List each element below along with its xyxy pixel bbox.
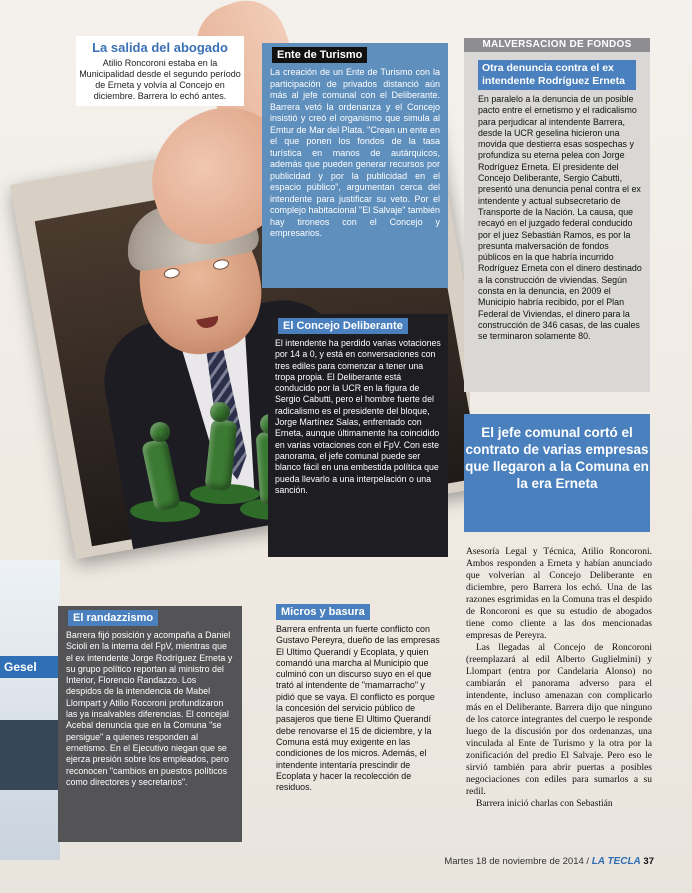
body-paragraph: Barrera inició charlas con Sebastián	[476, 799, 613, 809]
crowd	[0, 720, 60, 790]
toy-soldier	[204, 419, 237, 491]
randazzismo-text: Barrera fijó posición y acompaña a Daniel Scioli en la interna del FpV, mientras que el ex intendente Jorge Rodríguez Erneta y su grupo político reportan al ministro del Interior, Florencio Randazzo. Los despidos de la intendencia de Mabel Llompart y Atilio Rocoroni profundizaron las ya insalvables diferencias. El concejal Acebal denuncia que en la Comuna "se persigue" a quienes responden al ernetismo. En el Ejecutivo niegan que se ejerza presión sobre los empleados, pero reconocen "cambios en puestos políticos como directores y secretarios".	[66, 630, 233, 787]
sidebar-malversacion	[464, 52, 650, 392]
micros-title: Micros y basura	[276, 604, 370, 620]
salida-title: La salida del abogado	[92, 40, 228, 55]
sidebar-randazzismo	[58, 606, 242, 842]
soldier-head	[150, 422, 170, 442]
micros-text: Barrera enfrenta un fuerte conflicto con Gustavo Pereyra, dueño de las empresas El Ultimo Querandí y Ecoplata, y quien comandó una marcha al Municipio que culminó con un discurso suyo en el que trató al intendente de "mamarracho" y pidió que se vaya. El conflicto es porque la concesión del servicio público de pasajeros que tiene El Ultimo Querandí debe renovarse el 15 de diciembre, y la Comuna está muy exigente en las condiciones de los micros. Además, el intendente intentaría prescindir de Ecoplata y hacer la recolección de residuos.	[276, 624, 440, 793]
page-footer	[396, 856, 654, 872]
sidebar-concejo-deliberante	[268, 314, 448, 557]
footer-date: Martes 18 de noviembre de 2014 /	[444, 856, 590, 867]
page-number: 37	[643, 856, 654, 867]
street-sign: Gesel	[0, 656, 60, 678]
concejo-text: El intendente ha perdido varias votaciones por 14 a 0, y está en conversaciones con tres ediles para comenzar a tener una tropa propia. El Deliberante está conducido por la UCR en la figura de Sergio Cabutti, pero el hombre fuerte del radicalismo es el presidente del bloque, Jorge Martínez Salas, enfrentado con Erneta, aunque últimamente ha coincidido en varias votaciones con el FpV. Con este panorama, el jefe comunal puede ser blanco fácil en una embestida política que pueda llevarlo a una interpelación o una sanción.	[275, 338, 441, 495]
concejo-title: El Concejo Deliberante	[278, 318, 408, 334]
pull-headline: El jefe comunal cortó el contrato de varias empresas que llegaron a la Comuna en la era Erneta	[464, 414, 650, 532]
article-body	[466, 546, 652, 810]
randazzismo-title: El randazzismo	[68, 610, 158, 626]
malversacion-title: Otra denuncia contra el ex intendente Rodríguez Erneta	[478, 60, 636, 90]
sidebar-ente-turismo	[262, 43, 448, 288]
turismo-text: La creación de un Ente de Turismo con la participación de privados distanció aún más al jefe comunal con el Deliberante. Barrera vetó la ordenanza y el Concejo insistió y creó el organismo que simula al Emtur de Mar del Plata. "Crean un ente en el que ponen los fondos de la tasa turística en manos de autárquicos, además que pueden generar recursos por publicidad y por la publicidad en el espacio público", argumentan cerca del intendente para justificar su veto. Por el complejo habitacional "El Salvaje" también hay tironeos con el Concejo y empresarios.	[270, 67, 440, 238]
street-photo	[0, 560, 60, 860]
sidebar-salida-abogado	[76, 36, 244, 106]
sidebar-micros-basura	[262, 600, 450, 820]
body-paragraph: Asesoría Legal y Técnica, Atilio Roncoroni. Ambos responden a Erneta y habían anunciado que volverían al Concejo Deliberante en diciembre, pero Barrera los echó. Una de las razones esgrimidas en la Comuna tras el despido de Roncoroni es que su estudio de abogados tiene como cliente a las dos mencionadas empresas de Pereyra.	[466, 547, 652, 641]
soldier-head	[210, 402, 230, 422]
body-paragraph: Las llegadas al Concejo de Roncoroni (reemplazará al edil Alberto Guglielmini) y Llompart (entra por Candelaria Alonso) no cambiarán el panorama adverso para el intendente, incluso amenazan con complicarlo más en el Deliberante. Barrera dijo que ninguno de los catorce integrantes del cuerpo le responde luego de la discusión por dos ordenanzas, una vinculada al Ente de Turismo y la otra por la zonificación del predio El Salvaje. Pero eso le sirvió también para abrir puertas a posibles negociaciones con ediles para sumarlos a su redil.	[466, 643, 652, 797]
malversacion-text: En paralelo a la denuncia de un posible pacto entre el ernetismo y el radicalismo para perjudicar al intendente Barrera, desde la UCR geselina hicieron una movida que destierra esas sospechas y profundiza su eterna pelea con Jorge Rodríguez Erneta. El presidente del Concejo Deliberante, Sergio Cabutti, presentó una denuncia penal contra el ex intendente y actual subsecretario de Transporte de la Nación. La causa, que recayó en el juzgado federal conducido por el juez Sebastián Ramos, es por la presunta malversación de fondos públicos en la que habría incurrido Rodríguez Erneta con el dinero destinado a la construcción de viviendas. Según consta en la denuncia, en 2009 el Municipio habría recibido, por el Plan Federal de Viviendas, el dinero para la construcción de 346 casas, de las cuales se terminaron solamente 80.	[478, 94, 642, 342]
malversacion-section-label: MALVERSACION DE FONDOS	[464, 38, 650, 52]
footer-brand: LA TECLA	[591, 856, 641, 867]
salida-text: Atilio Roncoroni estaba en la Municipalidad desde el segundo período de Erneta y volvía al Concejo en diciembre. Barrera lo echó antes.	[79, 58, 241, 101]
turismo-title: Ente de Turismo	[272, 47, 367, 63]
